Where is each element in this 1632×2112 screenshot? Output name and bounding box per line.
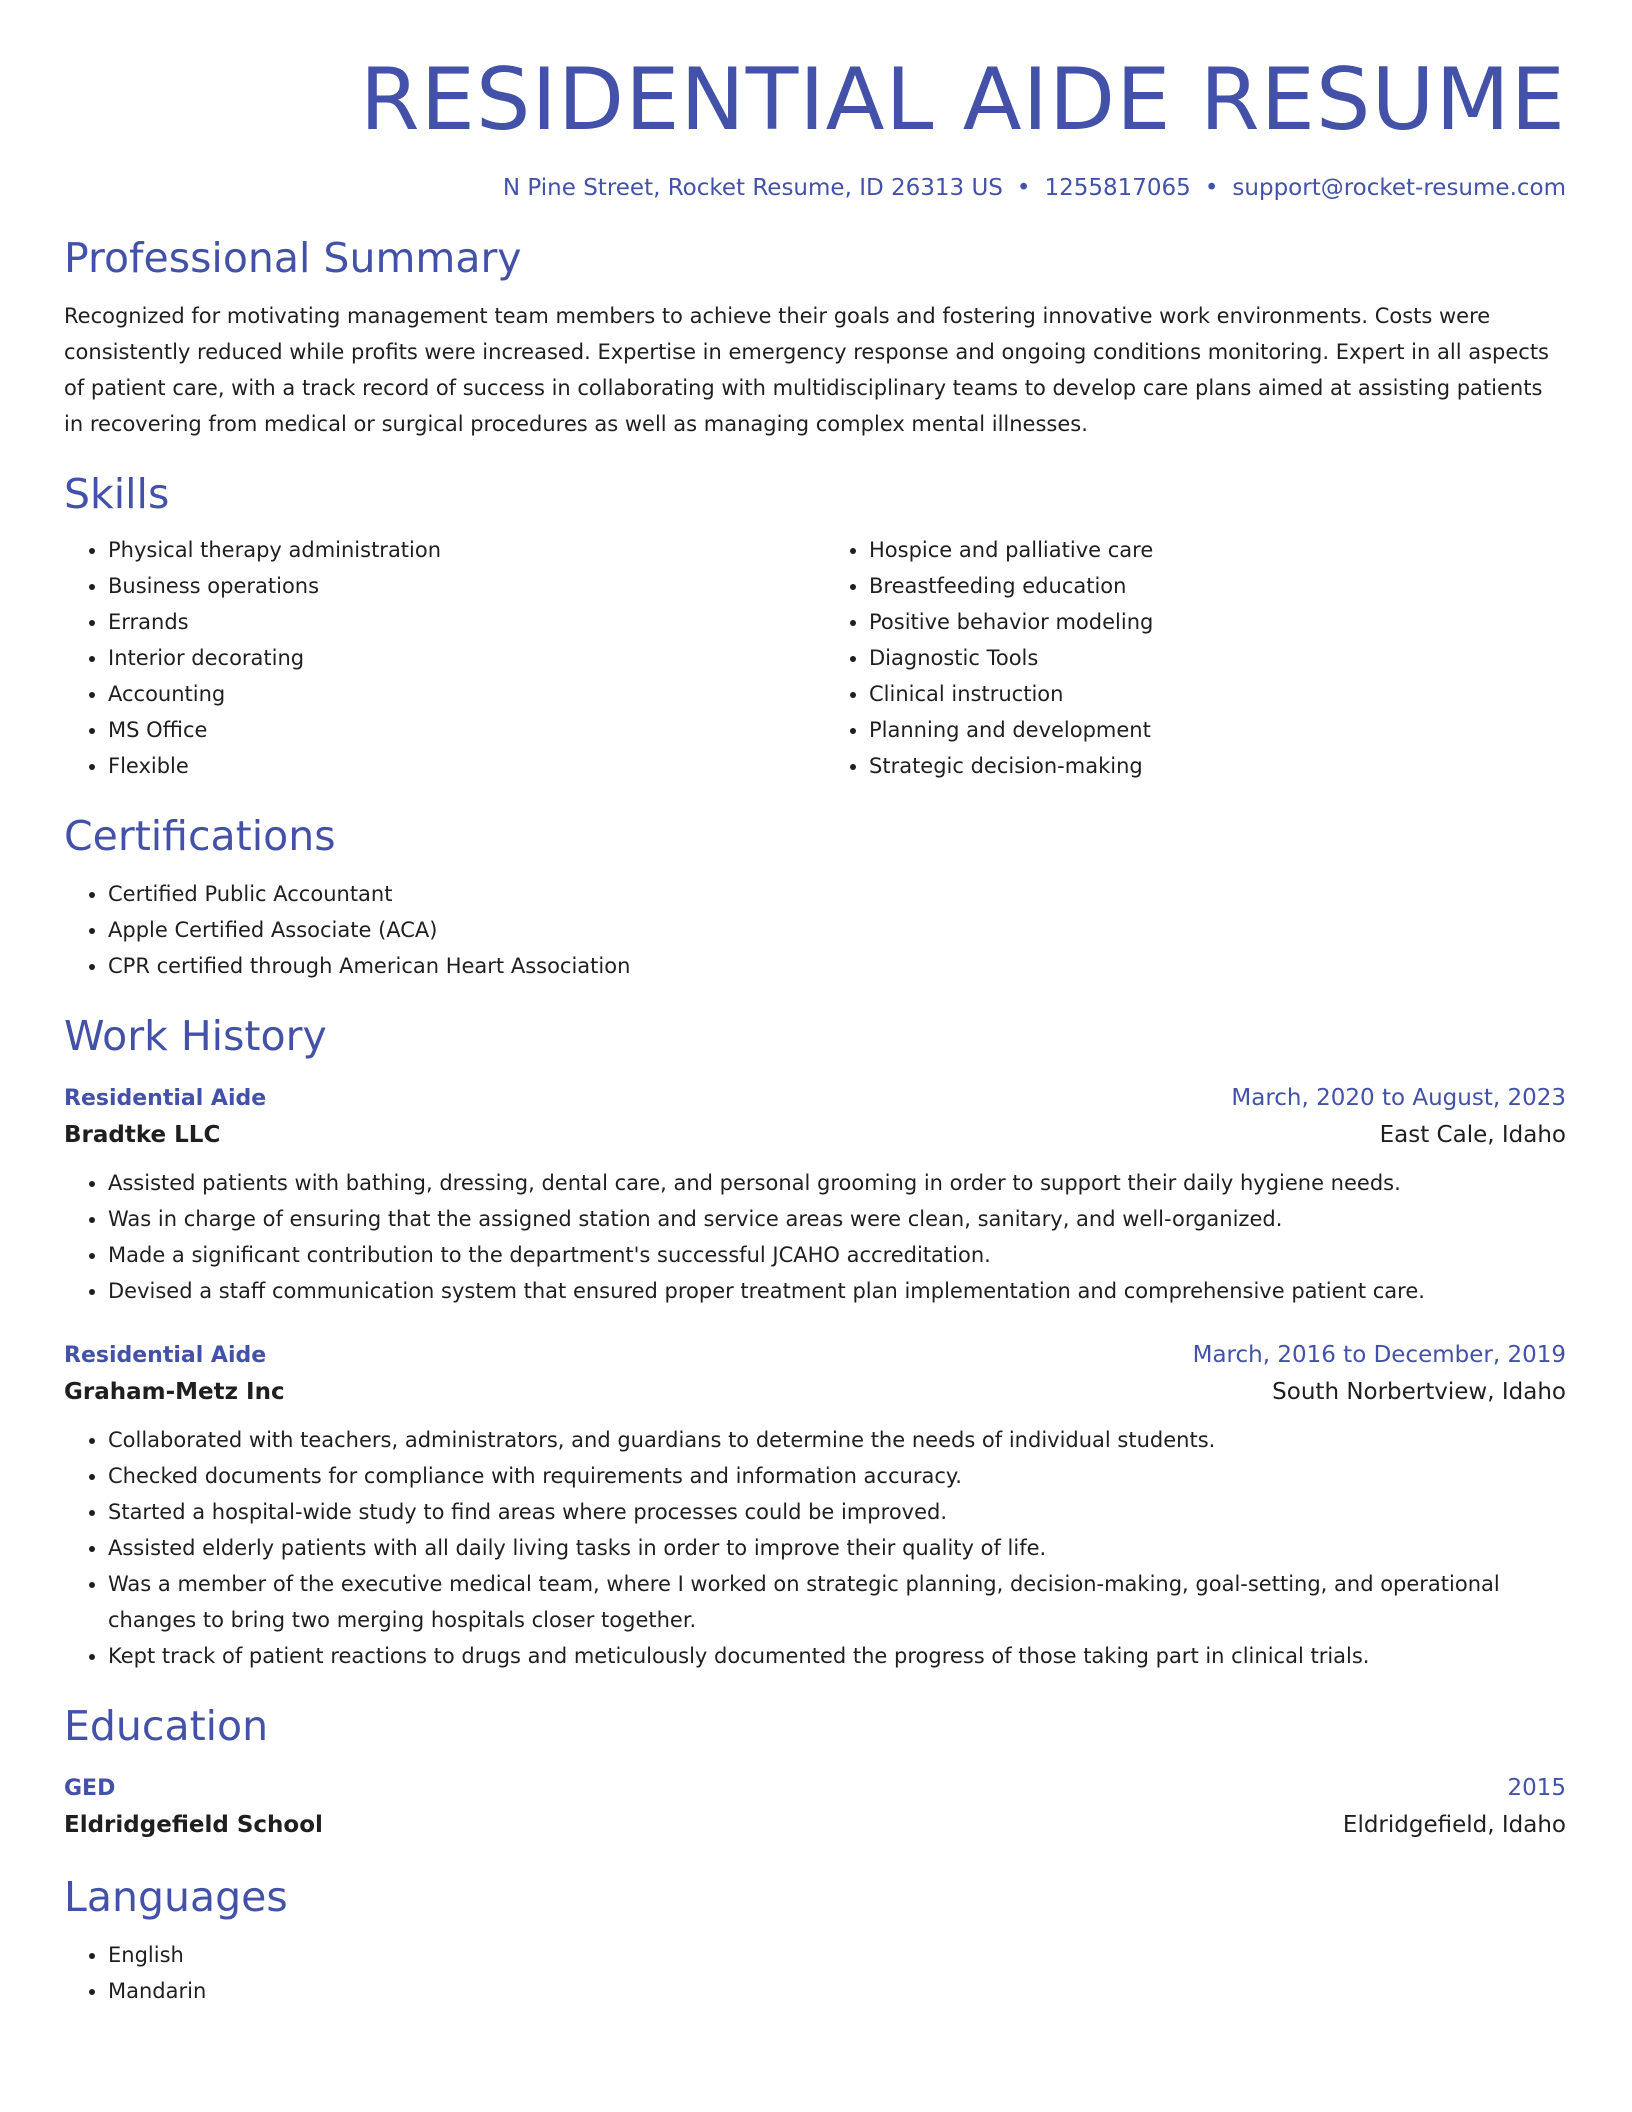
summary-heading: Professional Summary [64,234,522,282]
job-bullet: • Checked documents for compliance with requirements and information accuracy. [108,1458,1566,1494]
job-title: Residential Aide [64,1343,267,1368]
education-degree: GED [64,1776,116,1801]
skill-item: • Diagnostic Tools [869,640,1566,676]
certification-item: • CPR certified through American Heart Association [108,948,1566,984]
certification-item: • Apple Certified Associate (ACA) [108,912,1566,948]
job-company-row [64,1115,1566,1155]
job-dates: March, 2016 to December, 2019 [1192,1342,1566,1368]
job-bullet: • Assisted patients with bathing, dressing, dental care, and personal grooming in order to support their daily hygiene needs. [108,1165,1566,1201]
contact-separator: • [1016,175,1031,201]
language-item: • English [108,1937,1566,1973]
education-heading: Education [64,1702,269,1750]
job-dates: March, 2020 to August, 2023 [1231,1085,1566,1111]
resume-header [64,0,1566,204]
languages-list [64,1937,1566,2009]
contact-separator: • [1204,175,1219,201]
work-history-section [64,1010,1566,1674]
job-location: South Norbertview, Idaho [1272,1379,1566,1405]
job-bullet: • Kept track of patient reactions to drugs and meticulously documented the progress of those taking part in clinical trials. [108,1638,1566,1674]
job-header-row [64,1082,1566,1115]
skill-item: • Physical therapy administration [108,532,805,568]
languages-section [64,1871,1566,2009]
certifications-heading: Certifications [64,812,336,860]
skill-item: • Business operations [108,568,805,604]
skills-section [64,468,1566,784]
work-history-heading: Work History [64,1012,327,1060]
job-location: East Cale, Idaho [1379,1122,1566,1148]
job-title: Residential Aide [64,1086,267,1111]
resume-page [64,0,1566,2009]
education-school-row [64,1805,1566,1845]
contact-address: N Pine Street, Rocket Resume, ID 26313 US [502,175,1003,201]
certifications-list [64,876,1566,984]
skills-heading: Skills [64,470,170,518]
job-company: Graham-Metz Inc [64,1379,285,1405]
skills-list-right [825,532,1566,784]
contact-phone: 1255817065 [1044,175,1191,201]
job-bullets [64,1422,1566,1674]
job-bullet: • Made a significant contribution to the department's successful JCAHO accreditation. [108,1237,1566,1273]
skill-item: • MS Office [108,712,805,748]
job-company-row [64,1372,1566,1412]
education-school: Eldridgefield School [64,1812,323,1838]
contact-email[interactable]: support@rocket-resume.com [1232,175,1566,201]
job-company: Bradtke LLC [64,1122,221,1148]
job-bullet: • Devised a staff communication system that ensured proper treatment plan implementation and comprehensive patient care. [108,1273,1566,1309]
skills-grid [64,520,1566,784]
languages-heading: Languages [64,1873,288,1921]
job-header-row [64,1339,1566,1372]
education-entry [64,1772,1566,1845]
job-entry [64,1082,1566,1309]
job-bullet: • Was in charge of ensuring that the assigned station and service areas were clean, sanitary, and well-organized. [108,1201,1566,1237]
job-entry [64,1339,1566,1674]
skill-item: • Strategic decision-making [869,748,1566,784]
skill-item: • Clinical instruction [869,676,1566,712]
skill-item: • Errands [108,604,805,640]
skill-item: • Breastfeeding education [869,568,1566,604]
job-bullet: • Collaborated with teachers, administrators, and guardians to determine the needs of individual students. [108,1422,1566,1458]
summary-text: Recognized for motivating management team members to achieve their goals and fostering innovative work environments. Costs were consistently reduced while profits were increased. Expertise in emergency response and ongoing conditions monitoring. Expert in all aspects of patient care, with a track record of success in collaborating with multidisciplinary teams to develop care plans aimed at assisting patients in recovering from medical or surgical procedures as well as managing complex mental illnesses. [64,304,1549,436]
education-location: Eldridgefield, Idaho [1342,1812,1566,1838]
skill-item: • Planning and development [869,712,1566,748]
skill-item: • Interior decorating [108,640,805,676]
skill-item: • Accounting [108,676,805,712]
skill-item: • Flexible [108,748,805,784]
education-year: 2015 [1507,1775,1566,1801]
contact-line [64,172,1566,204]
certifications-section [64,810,1566,984]
certification-item: • Certified Public Accountant [108,876,1566,912]
job-bullet: • Started a hospital-wide study to find areas where processes could be improved. [108,1494,1566,1530]
skill-item: • Positive behavior modeling [869,604,1566,640]
education-header-row [64,1772,1566,1805]
job-bullets [64,1165,1566,1309]
job-bullet: • Assisted elderly patients with all daily living tasks in order to improve their quality of life. [108,1530,1566,1566]
language-item: • Mandarin [108,1973,1566,2009]
skill-item: • Hospice and palliative care [869,532,1566,568]
resume-title: RESIDENTIAL AIDE RESUME [359,50,1566,150]
job-bullet: • Was a member of the executive medical team, where I worked on strategic planning, decision-making, goal-setting, and operational changes to bring two merging hospitals closer together. [108,1566,1566,1638]
education-section [64,1700,1566,1845]
skills-list-left [64,532,805,784]
